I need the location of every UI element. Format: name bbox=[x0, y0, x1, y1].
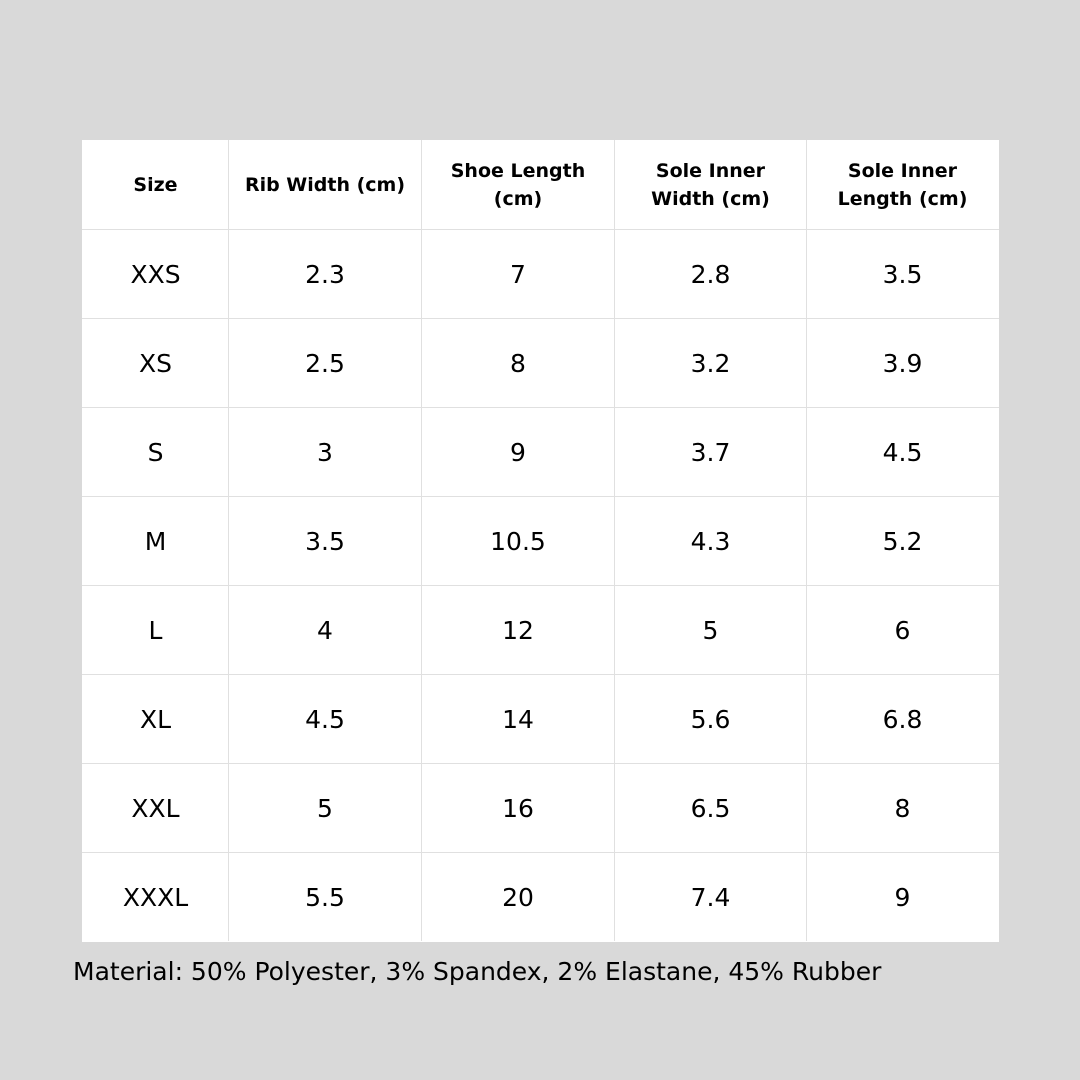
header-sole-inner-length: Sole Inner Length (cm) bbox=[807, 141, 999, 230]
table-row bbox=[83, 497, 999, 586]
table-row bbox=[83, 764, 999, 853]
cell-rib-width: 4.5 bbox=[229, 675, 422, 764]
cell-rib-width: 5 bbox=[229, 764, 422, 853]
cell-size: XXS bbox=[83, 230, 229, 319]
cell-sole-inner-width: 5.6 bbox=[615, 675, 807, 764]
table-row bbox=[83, 408, 999, 497]
cell-shoe-length: 12 bbox=[422, 586, 615, 675]
cell-size: XS bbox=[83, 319, 229, 408]
table-row bbox=[83, 230, 999, 319]
cell-sole-inner-length: 6 bbox=[807, 586, 999, 675]
cell-shoe-length: 20 bbox=[422, 853, 615, 942]
cell-sole-inner-length: 3.5 bbox=[807, 230, 999, 319]
cell-sole-inner-width: 5 bbox=[615, 586, 807, 675]
cell-sole-inner-width: 7.4 bbox=[615, 853, 807, 942]
cell-size: S bbox=[83, 408, 229, 497]
table-row bbox=[83, 675, 999, 764]
cell-size: L bbox=[83, 586, 229, 675]
cell-sole-inner-length: 3.9 bbox=[807, 319, 999, 408]
table-row bbox=[83, 319, 999, 408]
header-row bbox=[83, 141, 999, 230]
cell-size: XXXL bbox=[83, 853, 229, 942]
table-body bbox=[83, 230, 999, 942]
header-rib-width: Rib Width (cm) bbox=[229, 141, 422, 230]
cell-size: XL bbox=[83, 675, 229, 764]
cell-sole-inner-width: 6.5 bbox=[615, 764, 807, 853]
cell-rib-width: 2.5 bbox=[229, 319, 422, 408]
cell-rib-width: 3.5 bbox=[229, 497, 422, 586]
header-shoe-length: Shoe Length (cm) bbox=[422, 141, 615, 230]
header-sole-inner-width: Sole Inner Width (cm) bbox=[615, 141, 807, 230]
size-chart-table bbox=[82, 140, 999, 942]
cell-sole-inner-length: 6.8 bbox=[807, 675, 999, 764]
cell-sole-inner-length: 5.2 bbox=[807, 497, 999, 586]
cell-sole-inner-length: 8 bbox=[807, 764, 999, 853]
header-size: Size bbox=[83, 141, 229, 230]
table-row bbox=[83, 586, 999, 675]
cell-rib-width: 4 bbox=[229, 586, 422, 675]
cell-shoe-length: 16 bbox=[422, 764, 615, 853]
cell-shoe-length: 14 bbox=[422, 675, 615, 764]
cell-size: M bbox=[83, 497, 229, 586]
cell-sole-inner-width: 4.3 bbox=[615, 497, 807, 586]
cell-sole-inner-width: 3.7 bbox=[615, 408, 807, 497]
cell-rib-width: 3 bbox=[229, 408, 422, 497]
cell-shoe-length: 7 bbox=[422, 230, 615, 319]
cell-sole-inner-width: 3.2 bbox=[615, 319, 807, 408]
table-header bbox=[83, 141, 999, 230]
cell-size: XXL bbox=[83, 764, 229, 853]
cell-sole-inner-length: 4.5 bbox=[807, 408, 999, 497]
cell-rib-width: 2.3 bbox=[229, 230, 422, 319]
cell-shoe-length: 10.5 bbox=[422, 497, 615, 586]
cell-shoe-length: 9 bbox=[422, 408, 615, 497]
cell-shoe-length: 8 bbox=[422, 319, 615, 408]
table-row bbox=[83, 853, 999, 942]
cell-rib-width: 5.5 bbox=[229, 853, 422, 942]
cell-sole-inner-length: 9 bbox=[807, 853, 999, 942]
material-note: Material: 50% Polyester, 3% Spandex, 2% Elastane, 45% Rubber bbox=[73, 957, 882, 986]
cell-sole-inner-width: 2.8 bbox=[615, 230, 807, 319]
